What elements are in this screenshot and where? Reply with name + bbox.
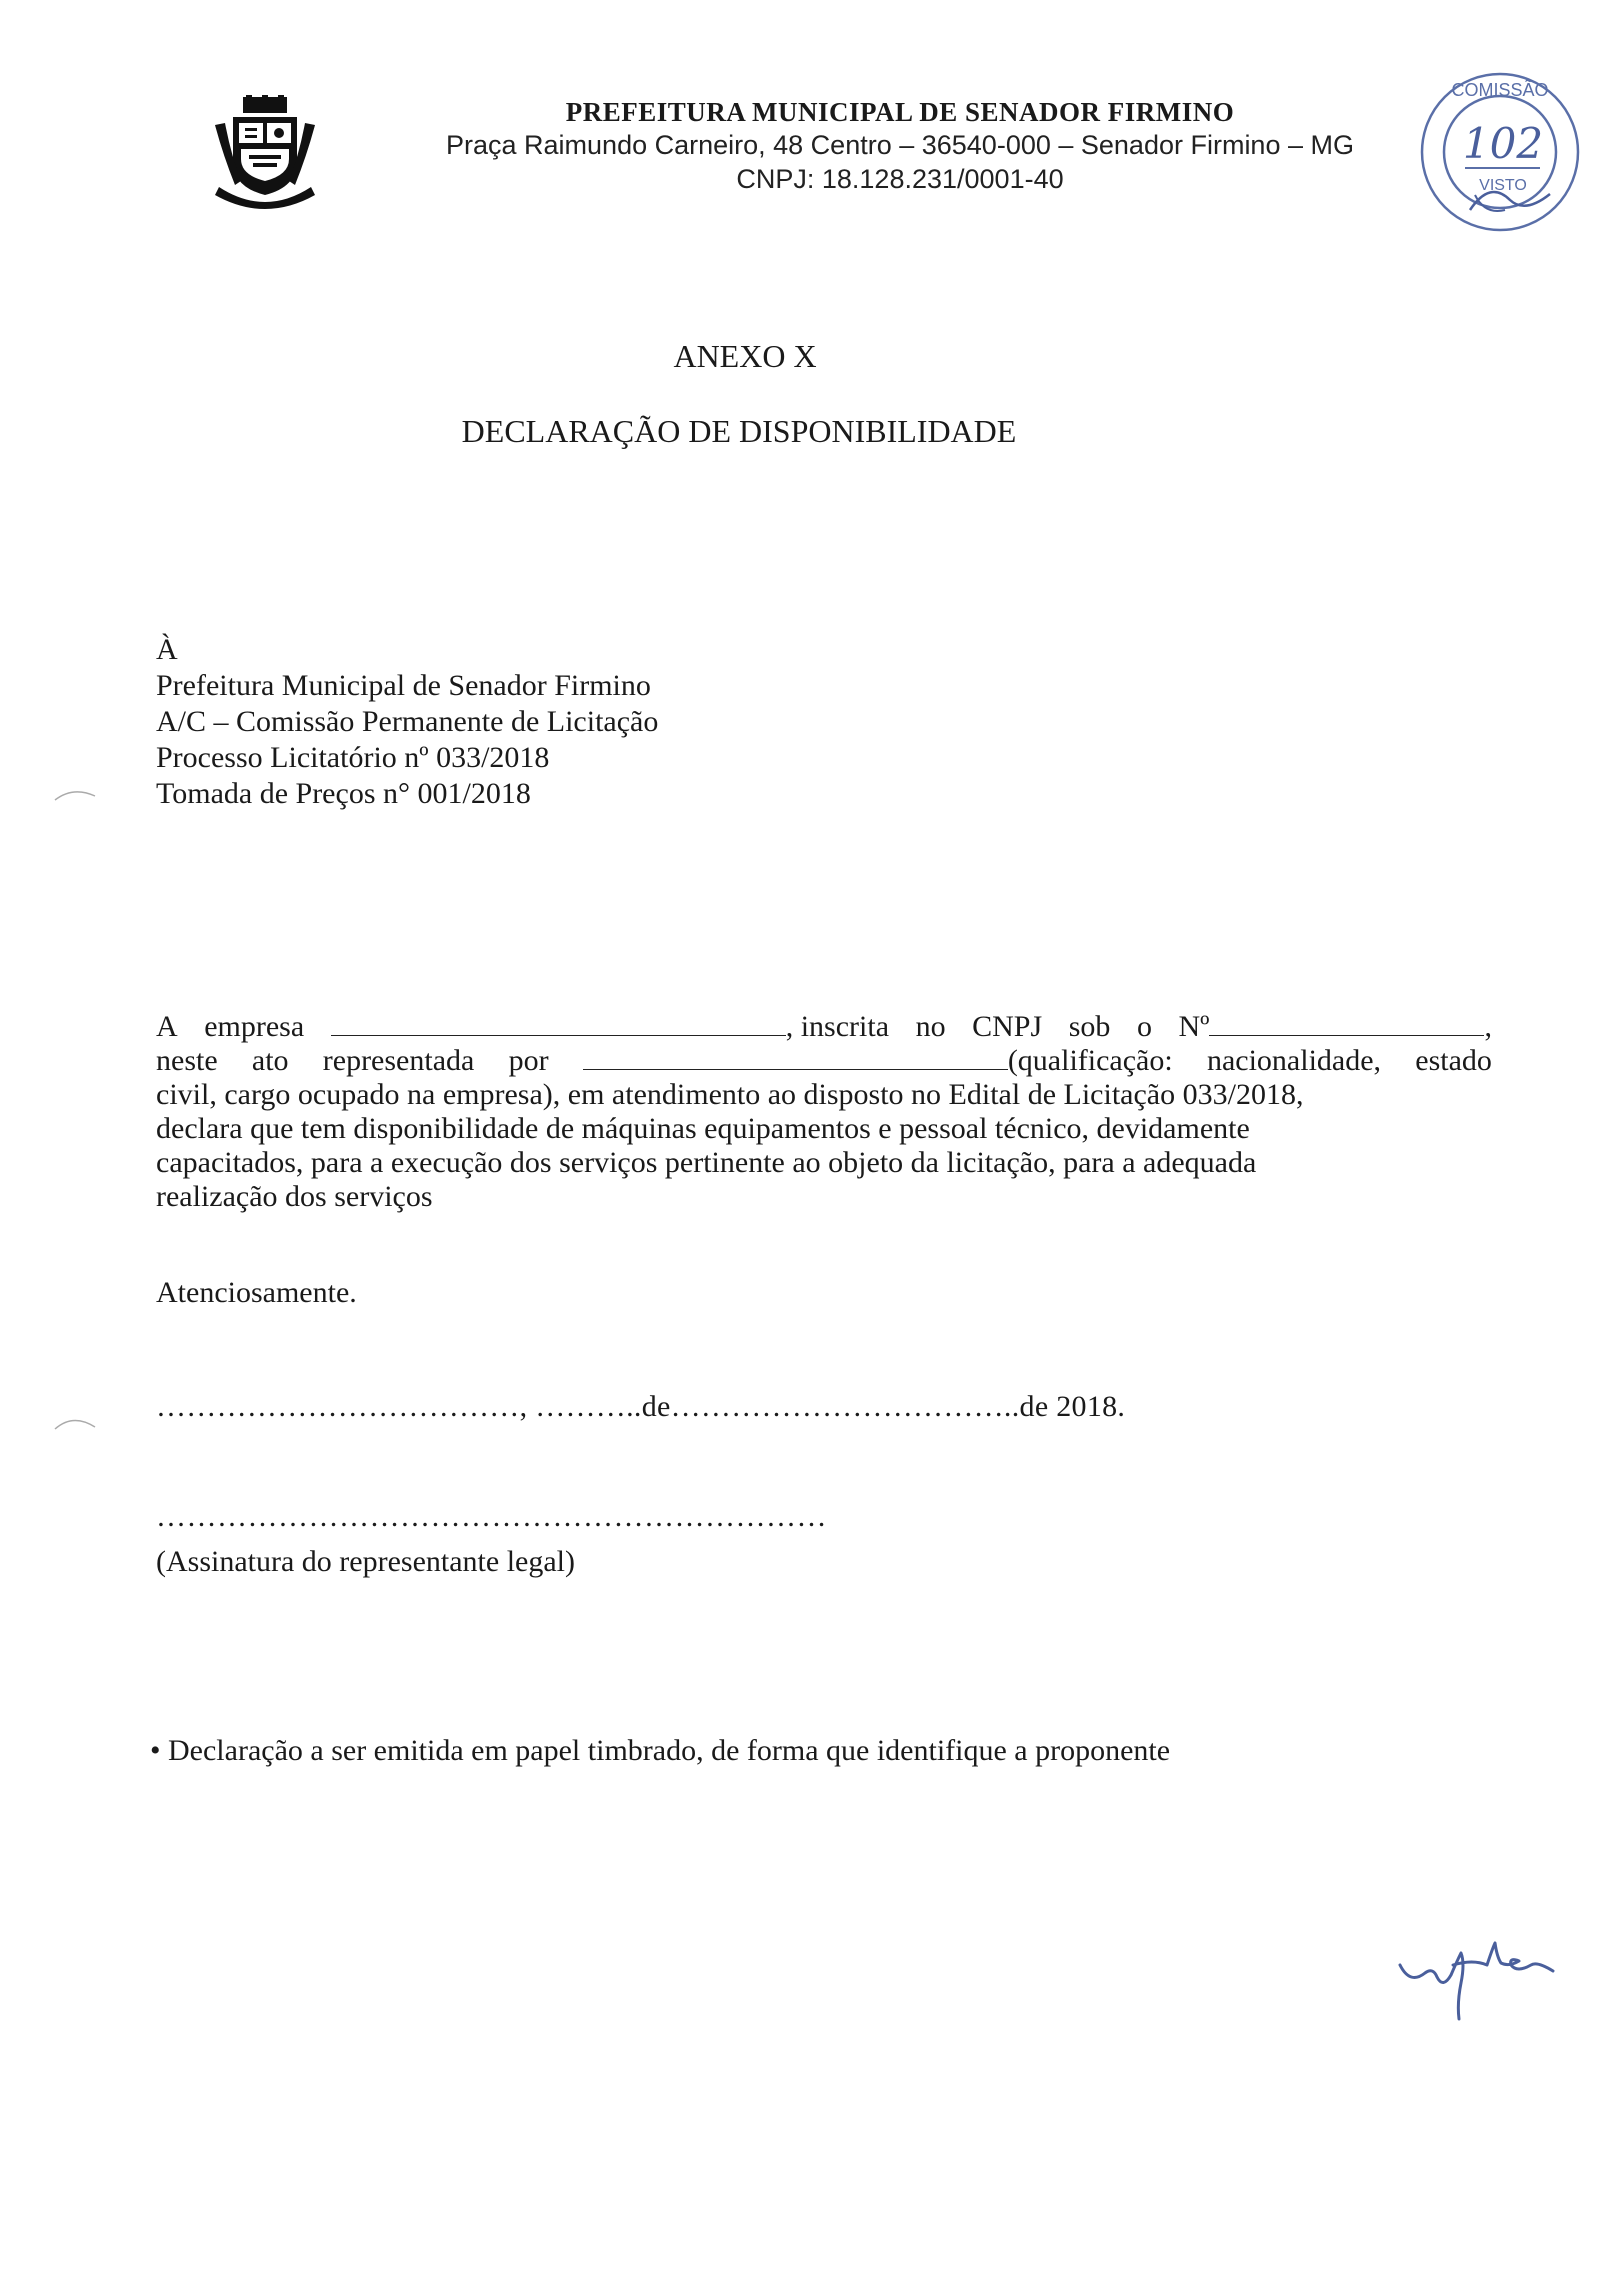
commission-stamp-icon [1395,60,1600,240]
letterhead [400,96,1400,196]
representative-name-field[interactable] [583,1045,1008,1070]
body-line: capacitados, para a execução dos serviços pertinente ao objeto da licitação, para a adequada [156,1146,1257,1179]
declaration-title: DECLARAÇÃO DE DISPONIBILIDADE [461,413,1017,449]
body-line: A empresa , inscrita no CNPJ sob o Nº , [156,1010,1492,1043]
municipality-name: PREFEITURA MUNICIPAL DE SENADOR FIRMINO [565,97,1235,127]
place-date-field[interactable]: ………………………………, ………..de……………………………..de 2018. [156,1390,1126,1423]
declaration-body [156,1010,1492,1214]
body-line: declara que tem disponibilidade de máquinas equipamentos e pessoal técnico, devidamente [156,1112,1250,1145]
stamp-lower-text: VISTO [1479,177,1527,194]
signature-label: (Assinatura do representante legal) [156,1545,575,1578]
stamp-number: 102 [1462,119,1544,168]
stamp-ring-text: COMISSÃO [1451,80,1549,100]
municipality-cnpj: CNPJ: 18.128.231/0001-40 [736,164,1064,194]
body-line: civil, cargo ocupado na empresa), em atendimento ao disposto no Edital de Licitação 033/2018, [156,1078,1304,1111]
footnote: • Declaração a ser emitida em papel timbrado, de forma que identifique a proponente [150,1734,1171,1767]
addressee-line: Prefeitura Municipal de Senador Firmino [156,669,651,702]
signature-field[interactable]: ………………………………………………………… [156,1500,827,1533]
body-line: neste ato representada por (qualificação: nacionalidade, estado [156,1044,1492,1077]
addressee-block [156,632,658,812]
scan-mark-icon [50,1405,100,1435]
scan-mark-icon [50,780,100,810]
addressee-line: Tomada de Preços n° 001/2018 [156,777,531,810]
municipal-crest-icon [205,95,325,215]
handwritten-initials-icon [1395,1935,1565,2025]
addressee-line: Processo Licitatório nº 033/2018 [156,741,550,774]
addressee-line: A/C – Comissão Permanente de Licitação [156,705,659,738]
closing-regards: Atenciosamente. [156,1276,357,1309]
body-line: realização dos serviços [156,1180,433,1213]
cnpj-number-field[interactable] [1209,1011,1484,1036]
addressee-line: À [156,633,178,666]
annex-title: ANEXO X [673,338,817,374]
company-name-field[interactable] [331,1011,786,1036]
municipality-address: Praça Raimundo Carneiro, 48 Centro – 36540-000 – Senador Firmino – MG [446,130,1354,160]
